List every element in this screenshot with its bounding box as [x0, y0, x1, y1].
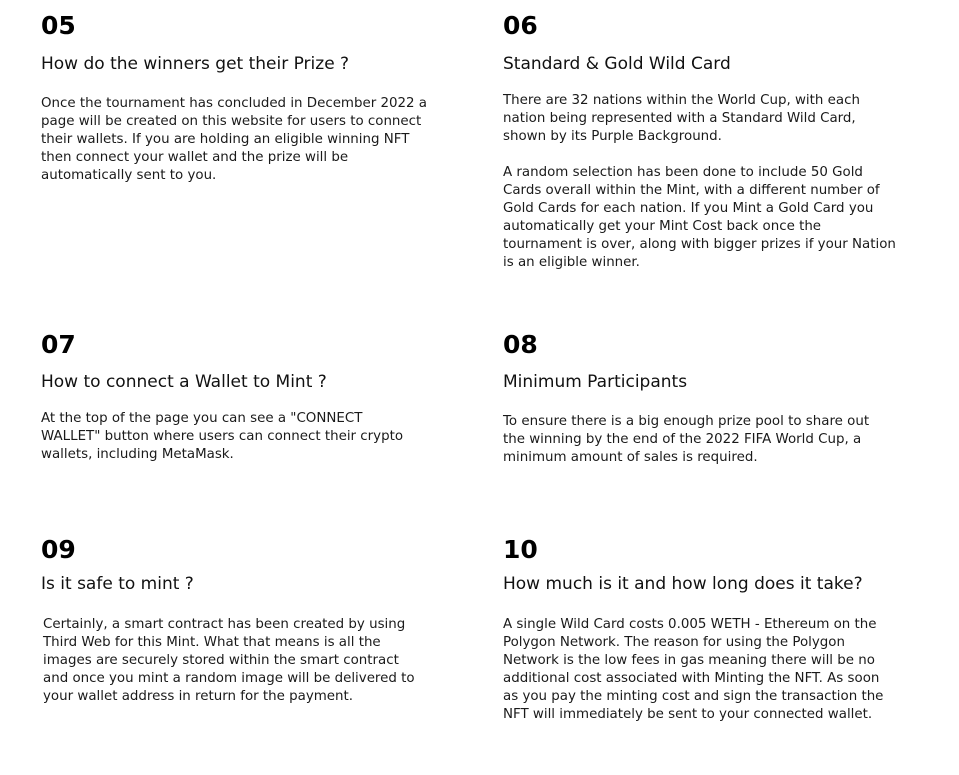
faq-number: 09: [41, 535, 76, 564]
faq-item-08: [503, 331, 923, 471]
faq-number: 06: [503, 11, 538, 40]
faq-answer: [41, 410, 416, 464]
faq-answer-paragraph: Certainly, a smart contract has been created by using Third Web for this Mint. What that means is all the images are securely stored within the smart contract and once you mint a random image will be delivered to your wallet address in return for the payment.: [43, 617, 415, 704]
faq-number: 10: [503, 535, 538, 564]
faq-number: 07: [41, 330, 76, 359]
faq-item-05: [41, 12, 461, 192]
faq-answer-paragraph: There are 32 nations within the World Cup, with each nation being represented with a Standard Wild Card, shown by its Purple Background.: [503, 93, 860, 144]
faq-item-09: [41, 536, 461, 736]
faq-answer: [503, 413, 893, 467]
faq-answer: [503, 92, 898, 272]
faq-answer-paragraph: At the top of the page you can see a "CONNECT WALLET" button where users can connect their crypto wallets, including MetaMask.: [41, 411, 404, 462]
faq-item-07: [41, 331, 461, 471]
faq-answer-paragraph: To ensure there is a big enough prize pool to share out the winning by the end of the 2022 FIFA World Cup, a minimum amount of sales is required.: [503, 414, 870, 465]
faq-question: How much is it and how long does it take?: [503, 574, 863, 594]
faq-number: 05: [41, 11, 76, 40]
faq-item-10: [503, 536, 923, 756]
faq-question: Standard & Gold Wild Card: [503, 54, 731, 74]
faq-question: Minimum Participants: [503, 372, 688, 392]
faq-question: How do the winners get their Prize ?: [41, 54, 350, 74]
faq-question: How to connect a Wallet to Mint ?: [41, 372, 327, 392]
faq-question: Is it safe to mint ?: [41, 574, 194, 594]
faq-number: 08: [503, 330, 538, 359]
faq-answer-paragraph: A single Wild Card costs 0.005 WETH - Ethereum on the Polygon Network. The reason for using the Polygon Network is the low fees in gas meaning there will be no additional cost associated with Minting the NFT. As soon as you pay the minting cost and sign the transaction the NFT will immediately be sent to your connected wallet.: [503, 617, 884, 722]
faq-answer-paragraph: A random selection has been done to include 50 Gold Cards overall within the Mint, with a different number of Gold Cards for each nation. If you Mint a Gold Card you automatically get your Mint Cost back once the tournament is over, along with bigger prizes if your Nation is an eligible winner.: [503, 165, 896, 270]
faq-answer: [41, 95, 431, 185]
faq-answer: [503, 616, 898, 724]
faq-answer: [43, 616, 428, 706]
faq-item-06: [503, 12, 923, 282]
faq-answer-paragraph: Once the tournament has concluded in December 2022 a page will be created on this website for users to connect their wallets. If you are holding an eligible winning NFT then connect your wallet and the prize will be automatically sent to you.: [41, 96, 428, 183]
